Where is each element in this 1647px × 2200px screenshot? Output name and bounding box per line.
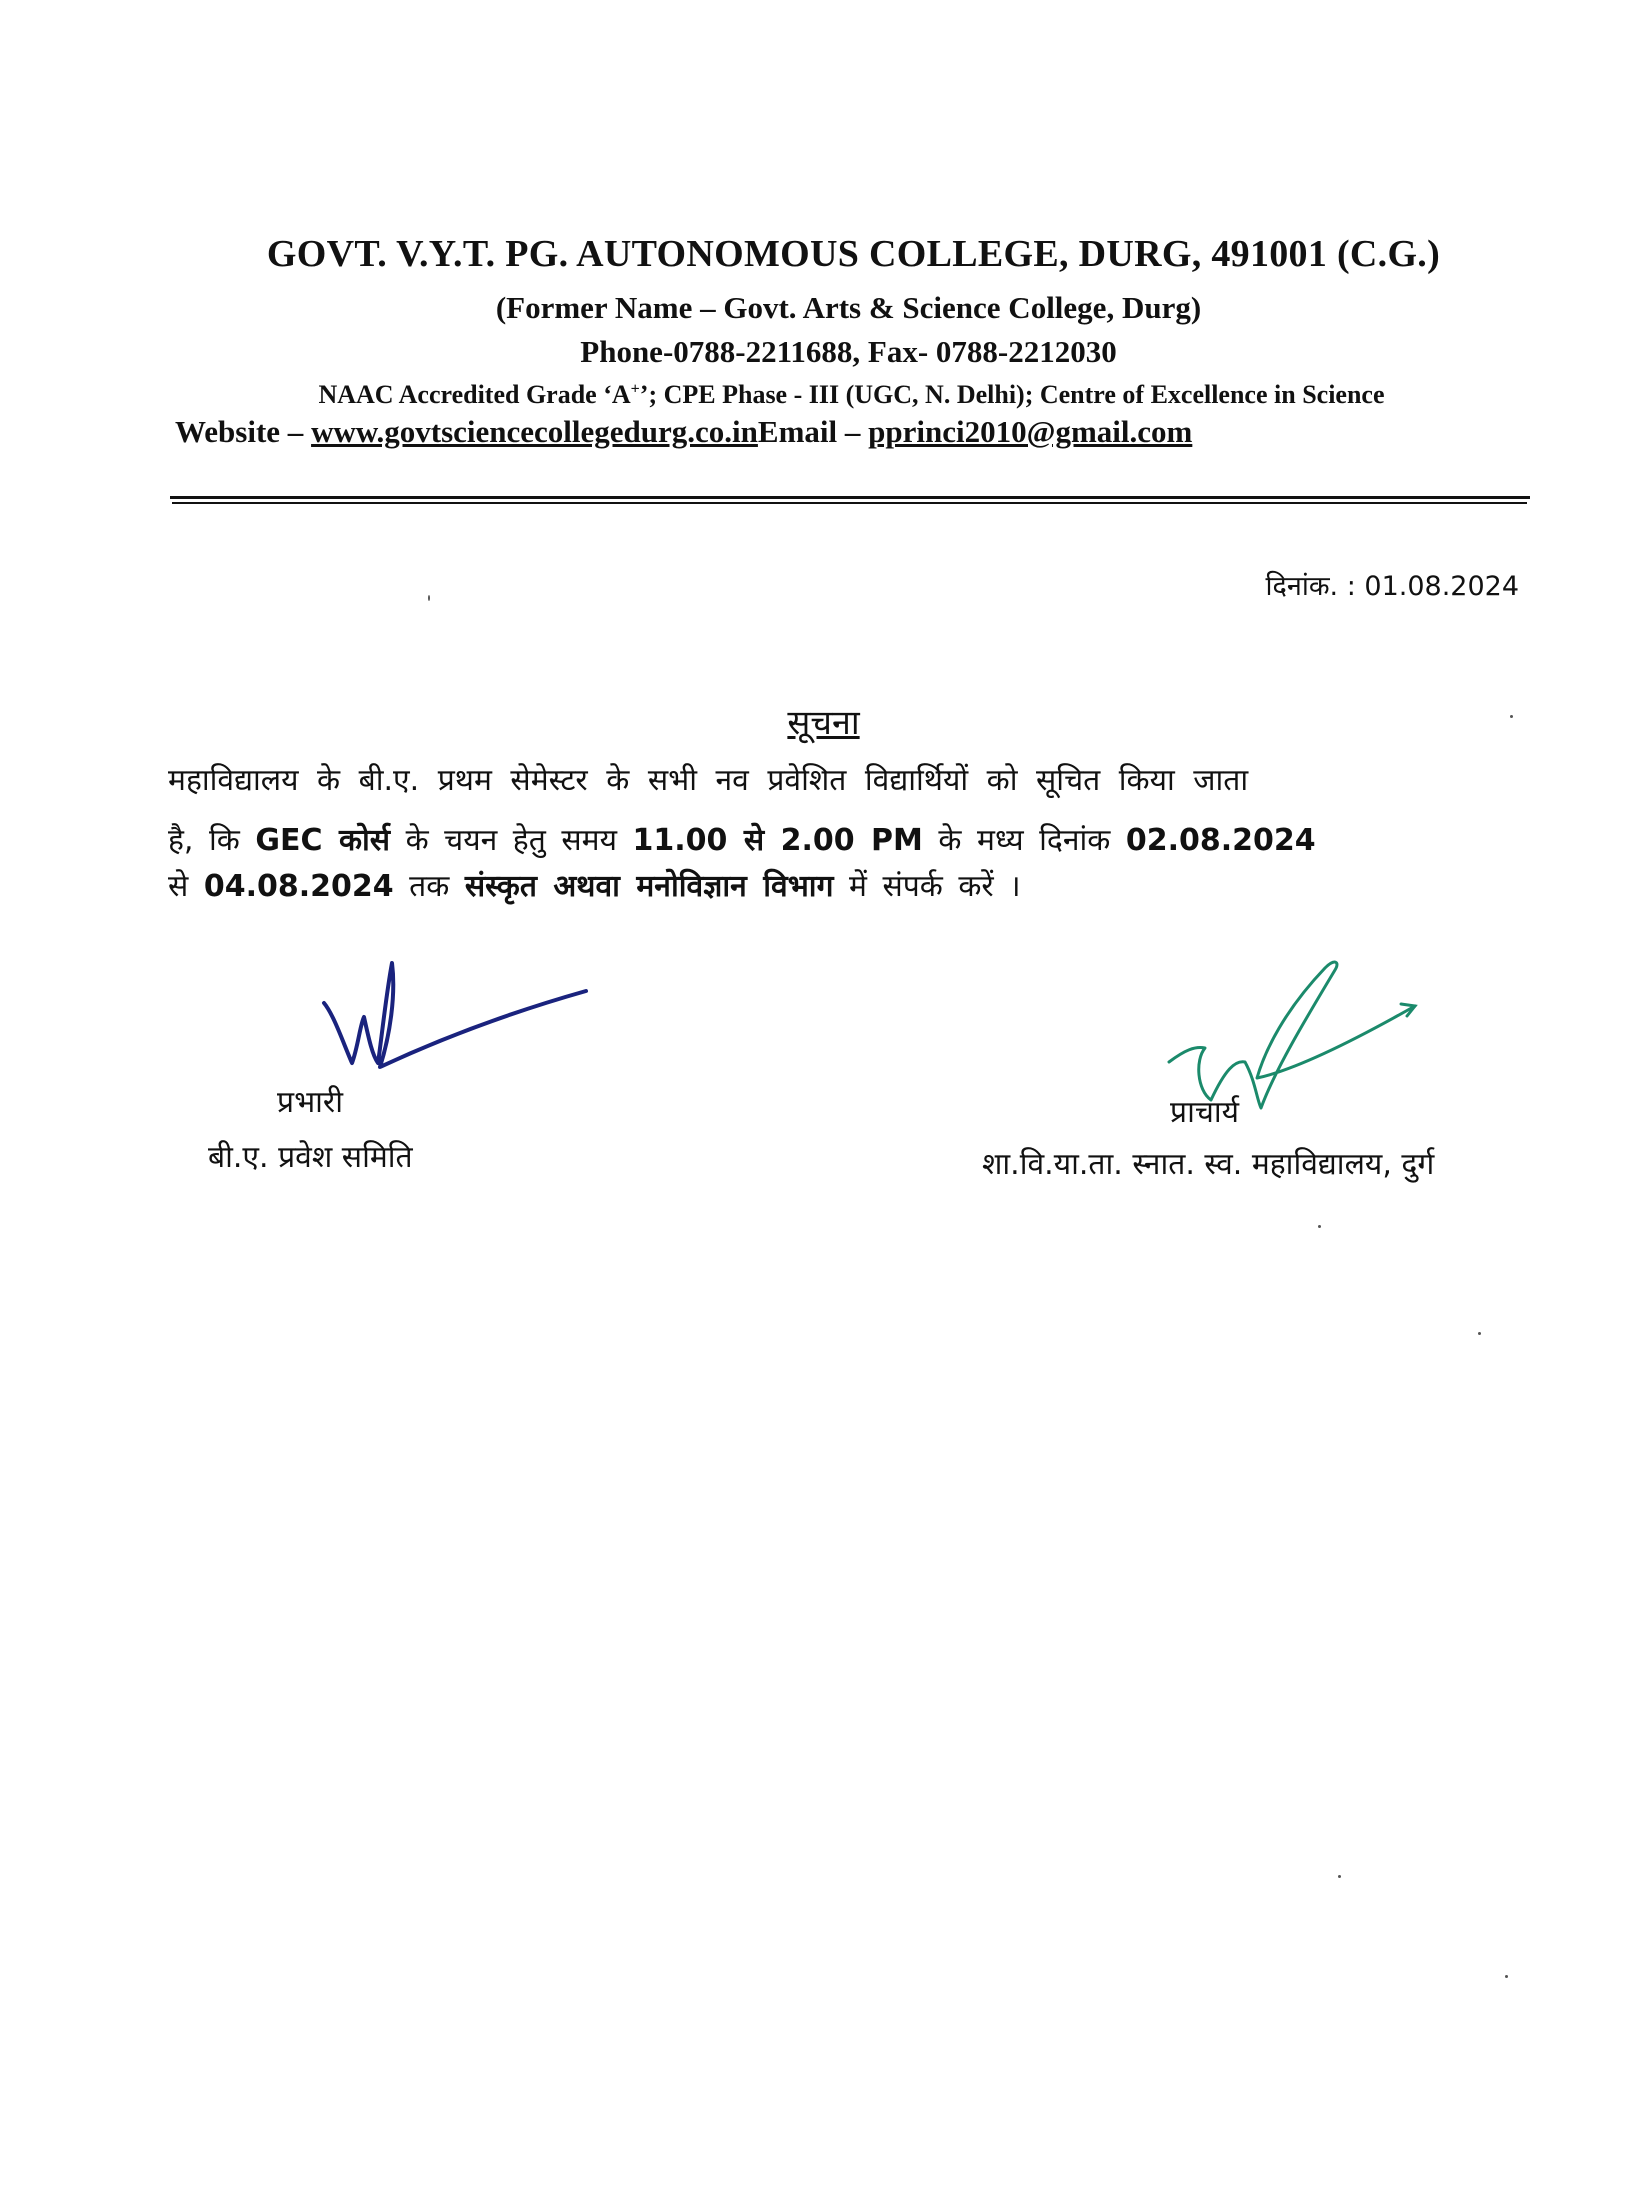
accreditation-line (28, 380, 1647, 410)
admission-committee: बी.ए. प्रवेश समिति (208, 1140, 413, 1175)
website-link[interactable]: www.govtsciencecollegedurg.co.in (311, 414, 758, 449)
principal-signature-icon (1165, 950, 1425, 1110)
course-name: GEC कोर्स (255, 823, 391, 858)
notice-body-line-1: महाविद्यालय के बी.ए. प्रथम सेमेस्टर के सभी नव प्रवेशित विद्यार्थियों को सूचित किया जाता (168, 763, 1249, 798)
email-label: Email – (757, 414, 869, 449)
time-range: 11.00 से 2.00 PM (632, 823, 923, 858)
header-divider (170, 496, 1530, 499)
naac-sup: + (630, 380, 640, 398)
incharge-signature-icon (320, 955, 590, 1095)
start-date: 02.08.2024 (1125, 823, 1316, 858)
header-divider-lower (172, 502, 1527, 504)
incharge-title: प्रभारी (277, 1085, 343, 1120)
body-text: है, कि (168, 823, 256, 858)
body-text: में संपर्क करें । (833, 869, 1021, 904)
end-date: 04.08.2024 (203, 869, 394, 904)
notice-body-line-2 (168, 818, 1508, 859)
date-value: 01.08.2024 (1364, 571, 1519, 602)
speck (1505, 1975, 1508, 1978)
website-label: Website – (175, 414, 312, 449)
college-title: GOVT. V.Y.T. PG. AUTONOMOUS COLLEGE, DURG, 491001 (C.G.) (266, 233, 1441, 275)
date-label: दिनांक. : (1265, 571, 1365, 602)
body-text: से (168, 869, 204, 904)
body-text: के चयन हेतु समय (390, 823, 633, 858)
speck (428, 595, 430, 601)
college-name-hindi: शा.वि.या.ता. स्नात. स्व. महाविद्यालय, दुर्ग (982, 1147, 1435, 1182)
notice-heading (0, 698, 1647, 744)
naac-suffix: ’; CPE Phase - III (UGC, N. Delhi); Centre of Excellence in Science (639, 380, 1385, 409)
speck (1338, 1875, 1341, 1878)
speck (1318, 1225, 1321, 1228)
notice-heading-text: सूचना (787, 703, 860, 743)
notice-body-line-3 (168, 864, 1508, 905)
body-text: तक (393, 869, 465, 904)
speck (1478, 1332, 1481, 1335)
former-name: (Former Name – Govt. Arts & Science College, Durg) (495, 290, 1202, 325)
naac-prefix: NAAC Accredited Grade ‘A (318, 380, 631, 409)
contact-line (0, 414, 1192, 450)
email-link[interactable]: pprinci2010@gmail.com (868, 414, 1193, 449)
principal-title: प्राचार्य (1170, 1095, 1240, 1130)
body-text: के मध्य दिनांक (922, 823, 1126, 858)
phone-fax: Phone-0788-2211688, Fax- 0788-2212030 (580, 334, 1117, 369)
notice-date (1266, 566, 1519, 603)
speck (1510, 715, 1513, 718)
departments: संस्कृत अथवा मनोविज्ञान विभाग (464, 869, 834, 904)
